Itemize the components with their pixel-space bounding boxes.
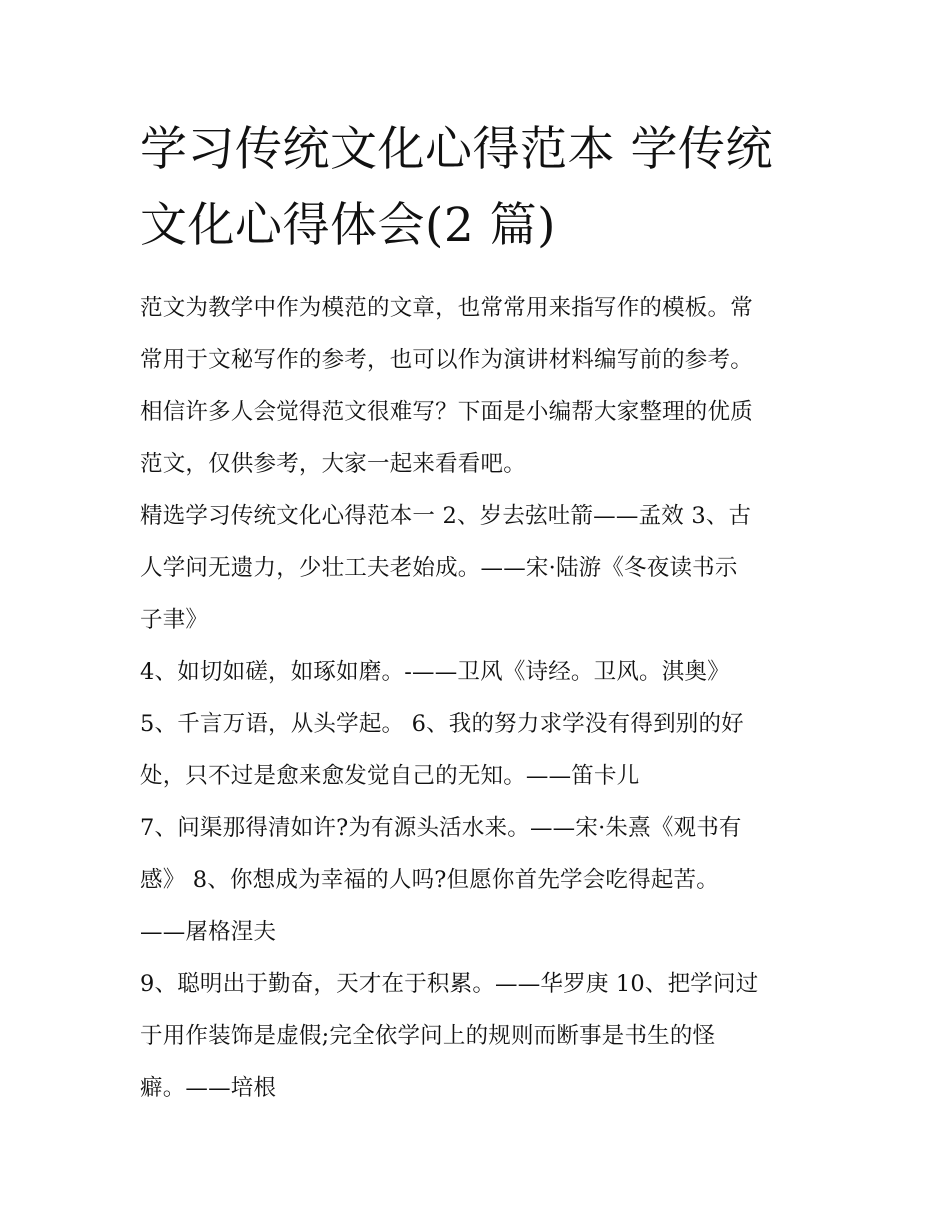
- document-content: [140, 112, 820, 1114]
- body-line: 子聿》: [140, 607, 209, 633]
- title-line: 文化心得体会(2 篇): [140, 198, 557, 253]
- body-line: 处，只不过是愈来愈发觉自己的无知。——笛卡儿: [140, 763, 640, 789]
- body-line: 常用于文秘写作的参考，也可以作为演讲材料编写前的参考。: [140, 347, 753, 373]
- document-body: [140, 282, 820, 1114]
- document-title: [140, 112, 820, 264]
- body-line: 人学问无遗力，少壮工夫老始成。——宋·陆游《冬夜读书示: [140, 555, 738, 581]
- body-line: 7、问渠那得清如许?为有源头活水来。——宋·朱熹《观书有: [140, 815, 742, 841]
- title-line: 学习传统文化心得范本 学传统: [140, 122, 773, 177]
- body-line: 癖。——培根: [140, 1075, 277, 1101]
- body-line: 精选学习传统文化心得范本一 2、岁去弦吐箭——孟效 3、古: [140, 503, 752, 529]
- body-line: 范文为教学中作为模范的文章，也常常用来指写作的模板。常: [140, 295, 753, 321]
- body-line: 感》 8、你想成为幸福的人吗?但愿你首先学会吃得起苦。: [140, 867, 719, 893]
- body-line: 于用作装饰是虚假;完全依学问上的规则而断事是书生的怪: [140, 1023, 716, 1049]
- body-line: 9、聪明出于勤奋，天才在于积累。——华罗庚 10、把学问过: [140, 971, 759, 997]
- body-line: 范文，仅供参考，大家一起来看看吧。: [140, 451, 526, 477]
- body-line: 相信许多人会觉得范文很难写？下面是小编帮大家整理的优质: [140, 399, 753, 425]
- body-line: 4、如切如磋，如琢如磨。-——卫风《诗经。卫风。淇奥》: [140, 659, 730, 685]
- body-line: 5、千言万语，从头学起。 6、我的努力求学没有得到别的好: [140, 711, 744, 737]
- body-line: ——屠格涅夫: [140, 919, 277, 945]
